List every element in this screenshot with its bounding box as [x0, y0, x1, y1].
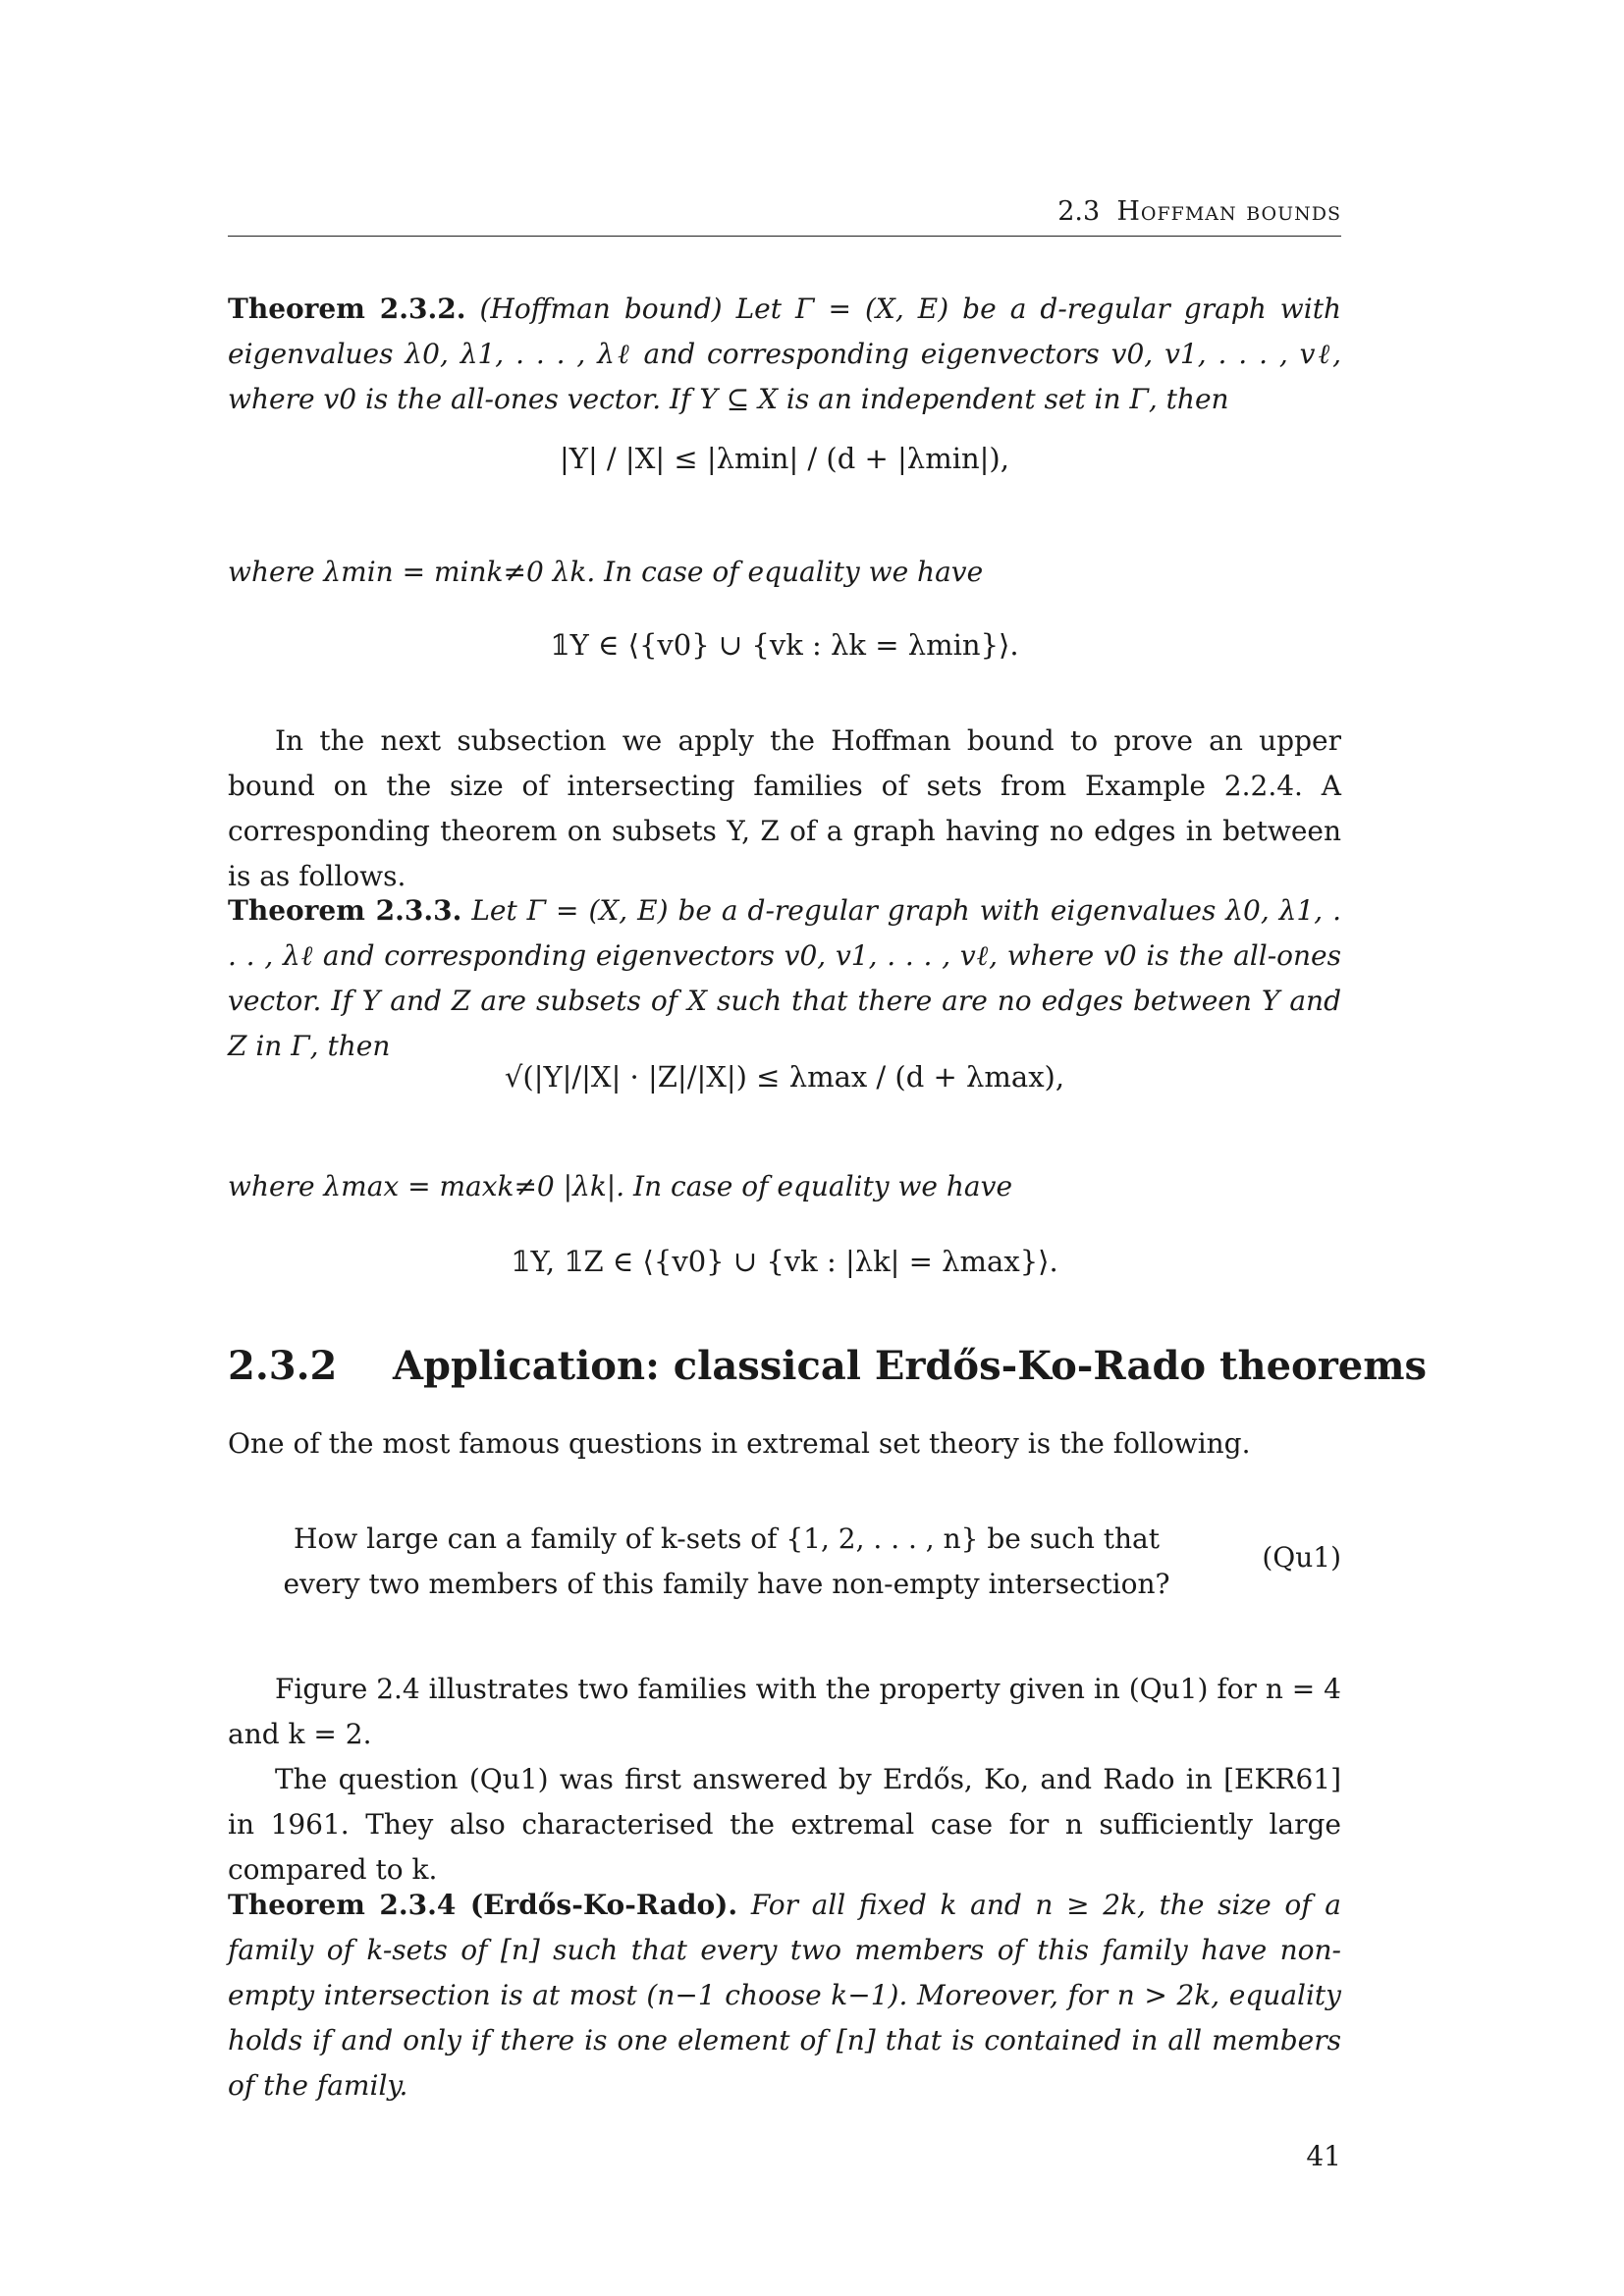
paragraph: [228, 1667, 1341, 1757]
paragraph: [228, 1757, 1341, 1893]
theorem-2-3-3: [228, 888, 1341, 1069]
theorem-text: (Hoffman bound) Let Γ = (X, E) be a d-regular graph with eigenvalues λ0, λ1, . . . , λℓ and corresponding eigenvectors v0, v1, . . . , vℓ, where v0 is the all-ones vector. If Y ⊆ X is an independent set in Γ, then: [228, 293, 1341, 415]
paragraph-text: The question (Qu1) was first answered by Erdős, Ko, and Rado in [EKR61] in 1961. They also characterised the extremal case for n sufficiently large compared to k.: [228, 1763, 1341, 1886]
section-number: 2.3.2: [228, 1343, 338, 1389]
theorem-label: Theorem 2.3.4 (Erdős-Ko-Rado).: [228, 1889, 738, 1921]
formula-text: 𝟙Y ∈ ⟨{v0} ∪ {vk : λk = λmin}⟩.: [550, 628, 1019, 662]
theorem-2-3-2-continuation: [228, 550, 1341, 595]
equation-label: (Qu1): [1262, 1541, 1341, 1574]
theorem-2-3-2: [228, 287, 1341, 422]
page-number: 41: [1306, 2140, 1341, 2172]
theorem-2-3-3-continuation: [228, 1164, 1341, 1209]
paragraph-text: In the next subsection we apply the Hoffman bound to prove an upper bound on the size of intersecting families of sets from Example 2.2.4. A corresponding theorem on subsets Y, Z of a graph having no edges in between is as follows.: [228, 724, 1341, 892]
formula-text: 𝟙Y, 𝟙Z ∈ ⟨{v0} ∪ {vk : |λk| = λmax}⟩.: [511, 1245, 1058, 1278]
theorem-continuation-text: where λmax = maxk≠0 |λk|. In case of equality we have: [228, 1170, 1013, 1202]
theorem-label: Theorem 2.3.3.: [228, 894, 462, 927]
paragraph: [228, 719, 1341, 899]
running-header: [228, 196, 1341, 237]
section-heading: [228, 1343, 1427, 1389]
theorem-text: For all fixed k and n ≥ 2k, the size of a family of k-sets of [n] such that every two members of this family have non-empty intersection is at most (n−1 choose k−1). Moreover, for n > 2k, equality holds if and only if there is one element of [n] that is contained in all members of the family.: [228, 1889, 1341, 2102]
theorem-2-3-4: [228, 1883, 1341, 2109]
question-qu1: [255, 1517, 1198, 1607]
header-section-number: 2.3: [1057, 196, 1101, 227]
formula-text: √(|Y|/|X| · |Z|/|X|) ≤ λmax / (d + λmax),: [504, 1060, 1065, 1094]
paragraph-text: Figure 2.4 illustrates two families with the property given in (Qu1) for n = 4 and k = 2.: [228, 1673, 1341, 1750]
formula-two-sets-bound: [228, 1060, 1341, 1094]
formula-text: |Y| / |X| ≤ |λmin| / (d + |λmin|),: [560, 442, 1009, 475]
theorem-continuation-text: where λmin = mink≠0 λk. In case of equality we have: [228, 556, 984, 588]
theorem-text: Let Γ = (X, E) be a d-regular graph with eigenvalues λ0, λ1, . . . , λℓ and corresponding eigenvectors v0, v1, . . . , vℓ, where v0 is the all-ones vector. If Y and Z are subsets of X such that there are no edges between Y and Z in Γ, then: [228, 894, 1341, 1062]
paragraph: [228, 1421, 1341, 1467]
question-text: How large can a family of k-sets of {1, 2, . . . , n} be such that every two members of this family have non-empty intersection?: [283, 1522, 1170, 1600]
header-section-title: Hoffman bounds: [1116, 196, 1341, 227]
formula-equality-case-two: [228, 1245, 1341, 1278]
paragraph-text: One of the most famous questions in extremal set theory is the following.: [228, 1427, 1251, 1460]
theorem-label: Theorem 2.3.2.: [228, 293, 466, 325]
section-title: Application: classical Erdős-Ko-Rado theorems: [393, 1343, 1428, 1389]
formula-hoffman-bound: [228, 442, 1341, 475]
formula-equality-case: [228, 628, 1341, 662]
